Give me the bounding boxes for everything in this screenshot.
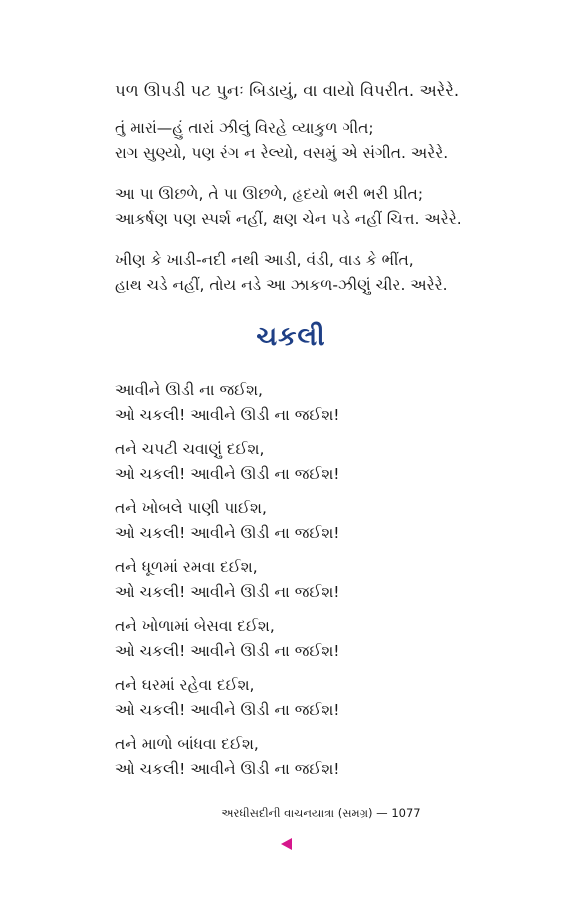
stanza: [115, 248, 495, 298]
stanza: [115, 182, 495, 232]
page-footer: [0, 806, 582, 821]
poem-line: ઓ ચકલી! આવીને ઊડી ના જઈશ!: [115, 524, 340, 542]
stanza: [115, 732, 495, 782]
poem-title: ચકલી: [256, 322, 326, 352]
poem-line: ઓ ચકલી! આવીને ઊડી ના જઈશ!: [115, 642, 340, 660]
poem-line: તને ખોળામાં બેસવા દઈશ,: [115, 617, 275, 635]
stanza: [115, 496, 495, 546]
poem-line: તને ખોબલે પાણી પાઈશ,: [115, 499, 267, 517]
poem-line: હાથ ચડે નહીં, તોય નડે આ ઝાકળ-ઝીણું ચીર. અરેરે.: [115, 276, 448, 294]
poem-line: પળ ઊપડી પટ પુનઃ બિડાયું, વા વાયો વિપરીત. અરેરે.: [115, 81, 460, 100]
poem-line: તને ધૂળમાં રમવા દઈશ,: [115, 558, 258, 576]
poem-line: તને ઘરમાં રહેવા દઈશ,: [115, 676, 255, 694]
poem-line: ખીણ કે ખાડી-નદી નથી આડી, વંડી, વાડ કે ભીંત,: [115, 251, 414, 269]
poem-line: આ પા ઊછળે, તે પા ઊછળે, હૃદયો ભરી ભરી પ્રીત;: [115, 185, 424, 203]
poem-line: રાગ સુણ્યો, પણ રંગ ન રેલ્યો, વસમું એ સંગીત. અરેરે.: [115, 144, 449, 162]
stanza: [115, 116, 495, 166]
footer-text: અરધીસદીની વાચનયાત્રા (સમગ્ર) — 1077: [221, 806, 421, 820]
stanza: [115, 614, 495, 664]
poem-line: તને માળો બાંધવા દઈશ,: [115, 735, 259, 753]
poem-line: આવીને ઊડી ના જઈશ,: [115, 381, 263, 399]
left-triangle-icon: [281, 838, 292, 850]
poem-body: [115, 378, 495, 791]
poem-line: ઓ ચકલી! આવીને ઊડી ના જઈશ!: [115, 701, 340, 719]
previous-poem-ending: [115, 80, 495, 314]
stanza: [115, 673, 495, 723]
stanza: [115, 437, 495, 487]
poem-line: ઓ ચકલી! આવીને ઊડી ના જઈશ!: [115, 406, 340, 424]
poem-line: ઓ ચકલી! આવીને ઊડી ના જઈશ!: [115, 760, 340, 778]
poem-line: ઓ ચકલી! આવીને ઊડી ના જઈશ!: [115, 583, 340, 601]
stanza: [115, 555, 495, 605]
poem-line: તને ચપટી ચવાણું દઈશ,: [115, 440, 265, 458]
poem-line: તું મારાં—હું તારાં ઝીલું વિરહે વ્યાકુળ ગીત;: [115, 119, 374, 137]
poem-line: ઓ ચકલી! આવીને ઊડી ના જઈશ!: [115, 465, 340, 483]
stanza: [115, 378, 495, 428]
poem-line: આકર્ષણ પણ સ્પર્શ નહીં, ક્ષણ ચેન પડે નહીં ચિત્ત. અરેરે.: [115, 210, 462, 228]
